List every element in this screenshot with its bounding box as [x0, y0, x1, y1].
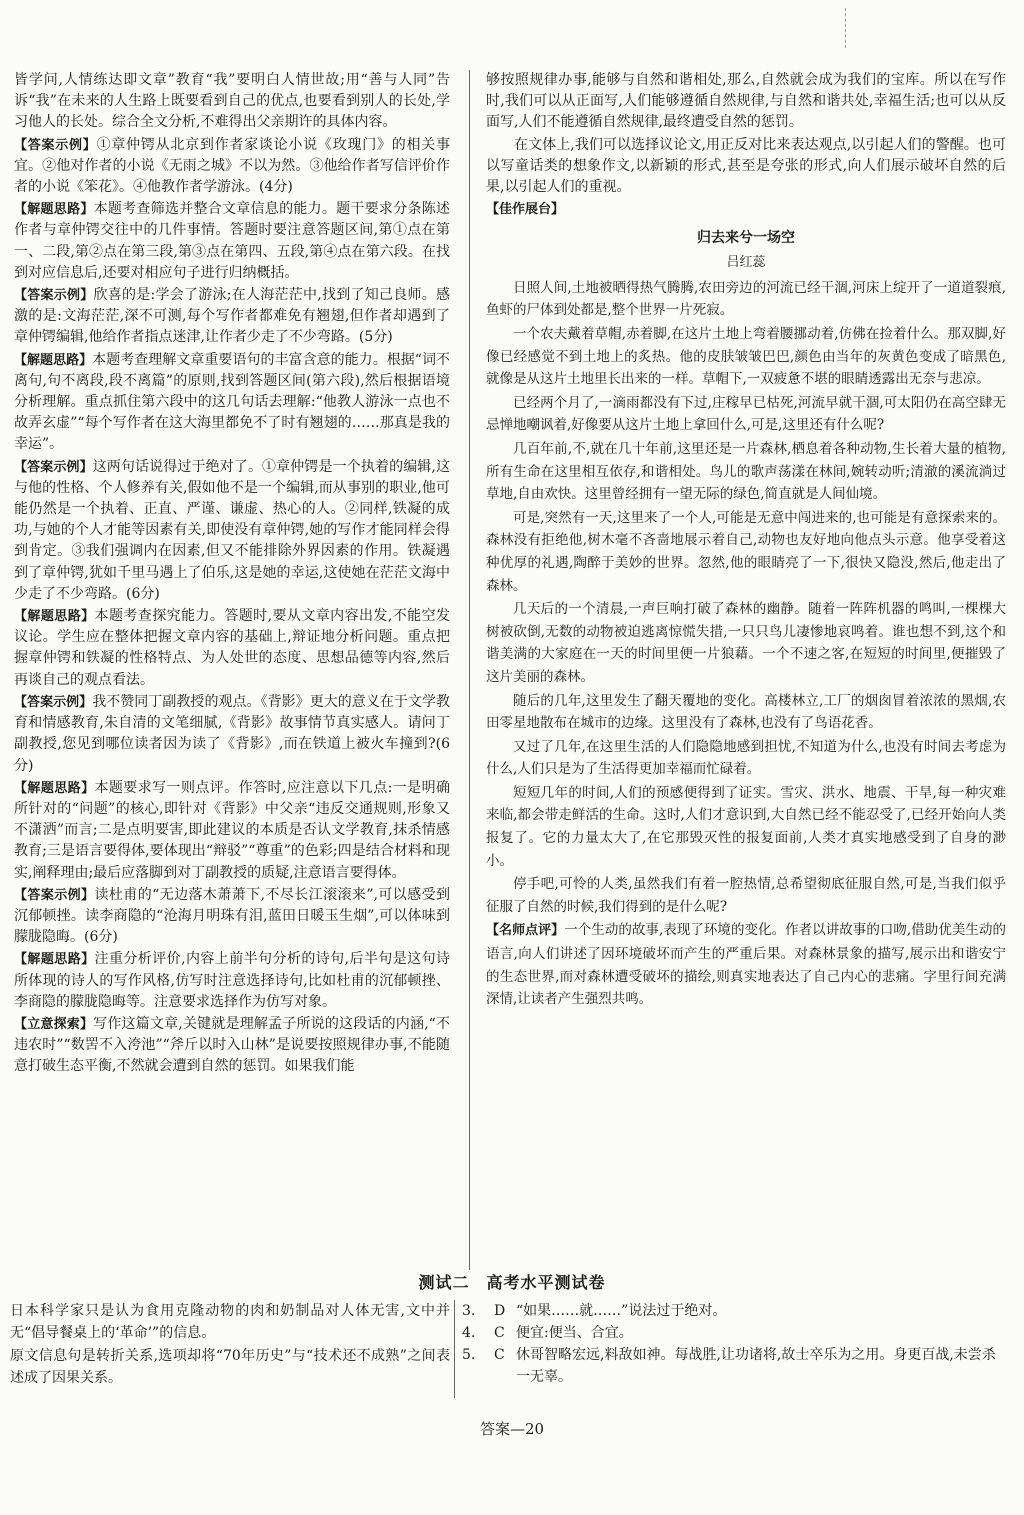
essay-author: 吕红蕊 — [726, 254, 766, 270]
essay-paragraph: 随后的几年,这里发生了翻天覆地的变化。高楼林立,工厂的烟囱冒着浓浓的黑烟,农田零星地散布在城市的边缘。这里没有了森林,也没有了鸟语花香。 — [486, 692, 1006, 732]
answer-tag: 【解题思路】 — [14, 952, 95, 968]
comment-text: 一个生动的故事,表现了环境的变化。作者以讲故事的口吻,借助优美生动的语言,向人们讲述了因环境破坏而产生的严重后果。对森林景象的描写,展示出和谐安宁的生态世界,而对森林遭受破坏的描绘,则真实地表达了自己内心的悲痛。字里行间充满深情,让读者产生强烈共鸣。 — [486, 922, 1006, 1008]
answer-tag: 【答案示例】 — [14, 137, 97, 153]
paragraph-text: 本题考查探究能力。答题时,要从文章内容出发,不能空发议论。学生应在整体把握文章内容的基础上,辩证地分析问题。重点把握章仲锷和铁凝的性格特点、为人处世的态度、思想品德等内容,然后再谈自己的观点看法。 — [14, 608, 450, 688]
essay-paragraph: 已经两个月了,一滴雨都没有下过,庄稼早已枯死,河流早就干涸,可太阳仍在高空肆无忌惮地嘲讽着,好像要从这片土地上拿回什么,可是,这里还有什么呢? — [486, 394, 1006, 434]
answer-note: 原文信息句是转折关系,选项却将“70年历史”与“技术还不成熟”之间表述成了因果关系。 — [10, 1348, 450, 1386]
answer-tag: 【解题思路】 — [14, 352, 93, 368]
paragraph-text: 写作这篇文章,关键就是理解孟子所说的这段话的内涵,“不违农时”“数罟不入洿池”“斧斤以时入山林”是说要按照规律办事,不能随意打破生态平衡,不然就会遭到自然的惩罚。如果我们能 — [14, 1015, 450, 1075]
intro-paragraph: 够按照规律办事,能够与自然和谐相处,那么,自然就会成为我们的宝库。所以在写作时,我们可以从正面写,人们能够遵循自然规律,与自然和谐共处,幸福生活;也可以从反面写,人们不能遵循自然规律,最终遭受自然的惩罚。 — [486, 72, 1006, 131]
showcase-tag: 【佳作展台】 — [486, 202, 565, 218]
question-number: 5. — [462, 1347, 476, 1363]
answer-option: D — [494, 1303, 506, 1319]
bottom-left-answers — [10, 1300, 450, 1390]
left-paragraph — [14, 199, 450, 284]
answer-tag: 【解题思路】 — [14, 780, 95, 796]
left-paragraph — [14, 457, 450, 605]
teacher-comment — [486, 919, 1006, 1010]
paragraph-text: 这两句话说得过于绝对了。①章仲锷是一个执着的编辑,这与他的性格、个人修养有关,假如他不是一个编辑,而从事别的职业,他可能仍然是一个执着、正直、严谨、谦虚、热心的人。②同样,铁凝的成功,与她的个人才能等因素有关,即使没有章仲锷,她的写作才能同样会得到肯定。③我们强调内在因素,但又不能排除外界因素的作用。铁凝遇到了章仲锷,犹如千里马遇上了伯乐,这是她的幸运,这使她在茫茫文海中少走了不少弯路。(6分) — [14, 458, 450, 602]
left-paragraph — [14, 692, 450, 777]
essay-paragraph: 一个农夫戴着草帽,赤着脚,在这片土地上弯着腰挪动着,仿佛在捡着什么。那双脚,好像已经感觉不到土地上的炙热。他的皮肤皱皱巴巴,颜色由当年的灰黄色变成了暗黑色,就像是从这片土地里长出来的一样。草帽下,一双疲惫不堪的眼睛透露出无奈与悲凉。 — [486, 326, 1006, 388]
paragraph-text: 本题要求写一则点评。作答时,应注意以下几点:一是明确所针对的“问题”的核心,即针对《背影》中父亲“违反交通规则,形象又不潇洒”而言;二是点明要害,即此建议的本质是否认文学教育,抹杀情感教育;三是语言要得体,要体现出“辩驳”“尊重”的色彩;四是结合材料和现实,阐释理由;最后应落脚到对丁副教授的质疑,注意语言要得体。 — [14, 779, 450, 881]
essay-title: 归去来兮一场空 — [697, 230, 795, 247]
paragraph-text: 本题考查理解文章重要语句的丰富含意的能力。根据“词不离句,句不离段,段不离篇”的原则,找到答题区间(第六段),然后根据语境分析理解。重点抓住第六段中的这几句话去理解:“他教人游泳一点也不故弄玄虚”“每个写作者在这大海里都免不了时有翘翅的……那真是我的幸运”。 — [14, 351, 450, 453]
paragraph-text: 读杜甫的“无边落木萧萧下,不尽长江滚滚来”,可以感受到沉郁顿挫。读李商隐的“沧海月明珠有泪,蓝田日暖玉生烟”,可以体味到朦胧隐晦。(6分) — [14, 886, 450, 946]
answer-tag: 【答案示例】 — [14, 459, 93, 475]
left-paragraph — [14, 1014, 450, 1078]
answer-tag: 【立意探索】 — [14, 1016, 94, 1032]
paragraph-text: 本题考查筛选并整合文章信息的能力。题干要求分条陈述作者与章仲锷交往中的几件事情。答题时要注意答题区间,第①点在第一、二段,第②点在第三段,第③点在第四、五段,第④点在第六段。在找到对应信息后,还要对相应句子进行归纳概括。 — [14, 201, 450, 281]
answer-tag: 【答案示例】 — [14, 887, 95, 903]
answer-explanation: 休哥智略宏远,料敌如神。每战胜,让功诸将,故士卒乐为之用。身更百战,未尝杀一无辜。 — [516, 1347, 996, 1385]
answer-explanation: 便宜:便当、合宜。 — [516, 1325, 633, 1341]
scan-mark — [845, 8, 848, 48]
paragraph-text: 我不赞同丁副教授的观点。《背影》更大的意义在于文学教育和情感教育,朱自清的文笔细腻,《背影》故事情节真实感人。请问丁副教授,您见到哪位读者因为读了《背影》,而在铁道上被火车撞到?(6分) — [14, 693, 450, 774]
essay-paragraph: 日照人间,土地被晒得热气腾腾,农田旁边的河流已经干涸,河床上绽开了一道道裂痕,鱼虾的尸体到处都是,整个世界一片死寂。 — [486, 279, 1006, 319]
answer-option: C — [494, 1347, 505, 1363]
question-number: 4. — [462, 1325, 476, 1341]
answer-row — [462, 1344, 1002, 1388]
left-paragraph — [14, 135, 450, 199]
paragraph-text: 注重分析评价,内容上前半句分析的诗句,后半句是这句诗所体现的诗人的写作风格,仿写时注意选择诗句,比如杜甫的沉郁顿挫、李商隐的朦胧隐晦等。注意要求选择作为仿写对象。 — [14, 951, 450, 1010]
bottom-right-answers — [462, 1300, 1002, 1388]
essay-paragraph: 短短几年的时间,人们的预感便得到了证实。雪灾、洪水、地震、干旱,每一种灾难来临,都会带走鲜活的生命。这时,人们才意识到,大自然已经不能忍受了,已经开始向人类报复了。它的力量太大了,在它那毁灭性的报复面前,人类才真实地感受到了自身的渺小。 — [486, 784, 1006, 869]
answer-tag: 【解题思路】 — [14, 202, 94, 218]
essay-paragraph: 可是,突然有一天,这里来了一个人,可能是无意中闯进来的,也可能是有意探索来的。森林没有拒绝他,树木毫不吝啬地展示着自己,动物也友好地向他点头示意。他享受着这种优厚的礼遇,陶醉于美妙的世界。忽然,他的眼睛亮了一下,很快又隐没,然后,他走出了森林。 — [486, 509, 1006, 594]
answer-row — [462, 1300, 1002, 1322]
essay-paragraph: 几百年前,不,就在几十年前,这里还是一片森林,栖息着各种动物,生长着大量的植物,所有生命在这里相互依存,和谐相处。鸟儿的歌声荡漾在林间,婉转动听;清澈的溪流淌过草地,自由欢快。这里曾经拥有一望无际的绿色,简直就是人间仙境。 — [486, 440, 1006, 503]
left-paragraph — [14, 949, 450, 1013]
paragraph-text: 皆学问,人情练达即文章”教育“我”要明白人情世故;用“善与人同”告诉“我”在未来的人生路上既要看到自己的优点,也要看到别人的长处,学习他人的长处。综合全文分析,不难得出父亲期许的具体内容。 — [14, 72, 450, 131]
left-paragraph — [14, 350, 450, 456]
comment-tag: 【名师点评】 — [486, 923, 565, 939]
left-paragraph — [14, 885, 450, 949]
column-divider — [469, 70, 470, 1270]
intro-paragraph: 在文体上,我们可以选择议论文,用正反对比来表达观点,以引起人们的警醒。也可以写童话类的想象作文,以新颖的形式,甚至是夸张的形式,向人们展示破坏自然的后果,以引起人们的重视。 — [486, 136, 1006, 196]
essay-paragraph: 停手吧,可怜的人类,虽然我们有着一腔热情,总希望彻底征服自然,可是,当我们似乎征服了自然的时候,我们得到的是什么呢? — [486, 876, 1006, 915]
answer-explanation: “如果……就……”说法过于绝对。 — [516, 1303, 727, 1319]
essay-paragraph: 几天后的一个清晨,一声巨响打破了森林的幽静。随着一阵阵机器的鸣叫,一棵棵大树被砍倒,无数的动物被迫逃离惊慌失措,一只只鸟儿凄惨地哀鸣着。谁也想不到,这个和谐美满的大家庭在一天的时间里便一片狼藉。一个不速之客,在短短的时间里,便摧毁了这片美丽的森林。 — [486, 601, 1006, 685]
section-title: 测试二 高考水平测试卷 — [418, 1273, 606, 1292]
bottom-divider — [454, 1300, 455, 1398]
page-footer: 答案—20 — [479, 1420, 545, 1438]
answer-tag: 【答案示例】 — [14, 694, 93, 710]
right-column — [486, 70, 1006, 1012]
answer-option: C — [494, 1325, 505, 1341]
left-paragraph — [14, 285, 450, 349]
paragraph-text: 欣喜的是:学会了游泳;在人海茫茫中,找到了知己良师。感激的是:文海茫茫,深不可测,每个写作者都难免有翘翅,但作者却遇到了章仲锷编辑,他给作者指点迷津,让作者少走了不少弯路。(5分) — [14, 287, 450, 346]
question-number: 3. — [462, 1303, 476, 1319]
left-paragraph — [14, 778, 450, 884]
left-column — [14, 70, 450, 1079]
answer-note: 日本科学家只是认为食用克隆动物的肉和奶制品对人体无害,文中并无“倡导餐桌上的‘革命’”的信息。 — [10, 1303, 450, 1341]
answer-tag: 【解题思路】 — [14, 609, 95, 625]
essay-body — [486, 277, 1006, 919]
answer-tag: 【答案示例】 — [14, 288, 94, 304]
answer-row — [462, 1322, 1002, 1344]
essay-paragraph: 又过了几年,在这里生活的人们隐隐地感到担忧,不知道为什么,也没有时间去考虑为什么,人们只是为了生活得更加幸福而忙碌着。 — [486, 738, 1006, 778]
paragraph-text: ①章仲锷从北京到作者家谈论小说《玫瑰门》的相关事宜。②他对作者的小说《无雨之城》不以为然。③他给作者写信评价作者的小说《笨花》。④他教作者学游泳。(4分) — [14, 136, 450, 196]
left-paragraph — [14, 70, 450, 134]
left-paragraph — [14, 606, 450, 691]
